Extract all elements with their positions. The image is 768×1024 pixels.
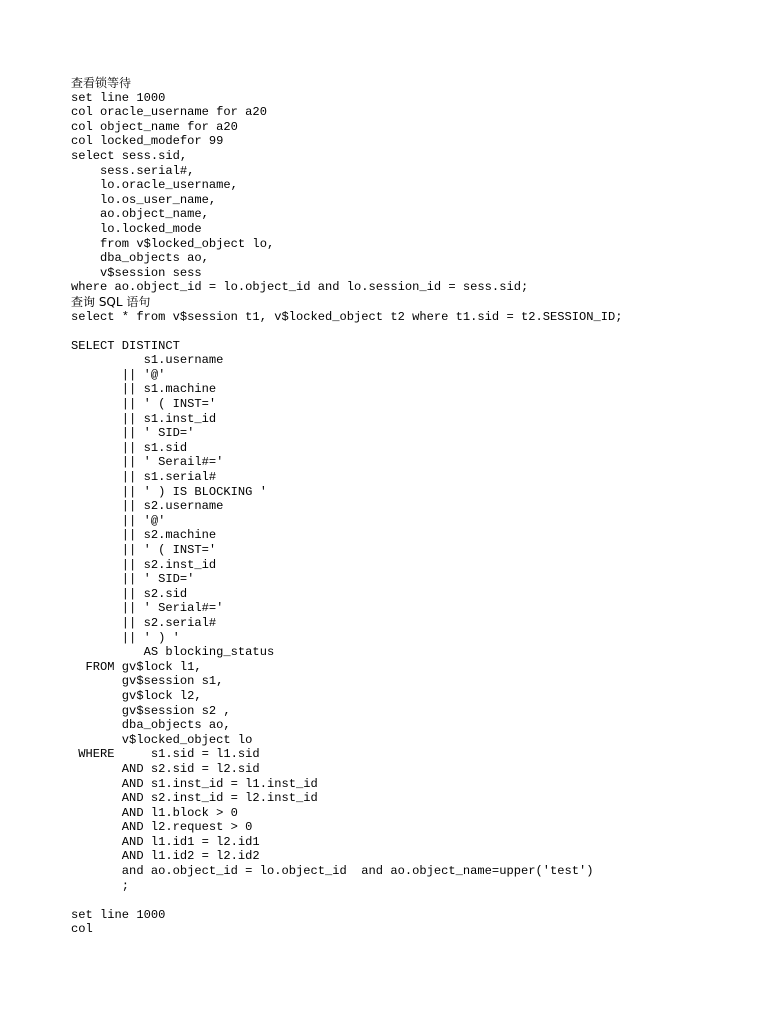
code-line: || ' ( INST=' [71, 543, 217, 557]
code-line: AND l2.request > 0 [71, 820, 253, 835]
code-line: || s1.inst_id [71, 411, 217, 426]
code-line: gv$session s2 , [71, 703, 231, 718]
code-line: s1.username [71, 353, 224, 368]
code-line: || ' ) ' [71, 630, 180, 645]
document-page [71, 76, 751, 937]
code-line: || ' ( INST=' [71, 397, 217, 412]
code-line: AND s1.inst_id = l1.inst_id [71, 776, 318, 791]
code-line: col [71, 922, 93, 937]
code-line: || s2.machine [71, 528, 217, 543]
code-line: col locked_modefor 99 [71, 134, 224, 149]
code-line: || ' SID=' [71, 572, 195, 587]
code-line: WHERE s1.sid = l1.sid [71, 747, 260, 762]
code-line: col oracle_username for a20 [71, 105, 267, 120]
code-line: || s1.serial# [71, 470, 217, 485]
section-heading-query-sql: 查询 SQL 语句 [71, 294, 151, 309]
code-line: || ' ) IS BLOCKING ' [71, 484, 267, 499]
code-line: gv$lock l2, [71, 688, 202, 703]
code-line: || s2.sid [71, 586, 188, 601]
code-line: ao.object_name, [71, 207, 209, 222]
code-line: ; [71, 878, 130, 893]
code-line: || ' Serial#=' [71, 601, 224, 616]
code-line: SELECT DISTINCT [71, 338, 180, 353]
code-line: || s2.username [71, 499, 224, 514]
code-line: lo.oracle_username, [71, 178, 238, 193]
code-line [71, 893, 751, 908]
code-line: || s2.inst_id [71, 557, 217, 572]
code-block-query-sql [71, 310, 751, 938]
code-line: select * from v$session t1, v$locked_object t2 where t1.sid = t2.SESSION_ID; [71, 309, 623, 324]
code-line: col object_name for a20 [71, 119, 238, 134]
code-line: from v$locked_object lo, [71, 236, 275, 251]
code-line: v$locked_object lo [71, 732, 253, 747]
code-line: lo.locked_mode [71, 221, 202, 236]
code-line: where ao.object_id = lo.object_id and lo.session_id = sess.sid; [71, 280, 529, 295]
code-line: AND l1.id1 = l2.id1 [71, 834, 260, 849]
code-line: || ' Serail#=' [71, 455, 224, 470]
section-heading-lock-wait: 查看锁等待 [71, 76, 132, 90]
code-line: set line 1000 [71, 90, 166, 105]
code-line: sess.serial#, [71, 163, 195, 178]
code-line: || s1.sid [71, 440, 188, 455]
code-line: select sess.sid, [71, 148, 188, 163]
code-line: lo.os_user_name, [71, 192, 217, 207]
code-line: dba_objects ao, [71, 251, 209, 266]
code-line: AND l1.block > 0 [71, 805, 238, 820]
code-line: || s2.serial# [71, 615, 217, 630]
code-line: AND s2.sid = l2.sid [71, 761, 260, 776]
code-line: gv$session s1, [71, 674, 224, 689]
code-line: v$session sess [71, 265, 202, 280]
code-line: FROM gv$lock l1, [71, 659, 202, 674]
code-line: dba_objects ao, [71, 718, 231, 733]
code-line: AND s2.inst_id = l2.inst_id [71, 791, 318, 806]
code-line: || ' SID=' [71, 426, 195, 441]
code-line: and ao.object_id = lo.object_id and ao.object_name=upper('test') [71, 864, 594, 879]
code-line: AND l1.id2 = l2.id2 [71, 849, 260, 864]
code-line: || s1.machine [71, 382, 217, 397]
code-line: set line 1000 [71, 907, 166, 922]
code-line: AS blocking_status [71, 645, 275, 660]
code-line: || '@' [71, 367, 166, 382]
code-line [71, 324, 751, 339]
code-block-lock-wait [71, 91, 751, 295]
code-line: || '@' [71, 513, 166, 528]
